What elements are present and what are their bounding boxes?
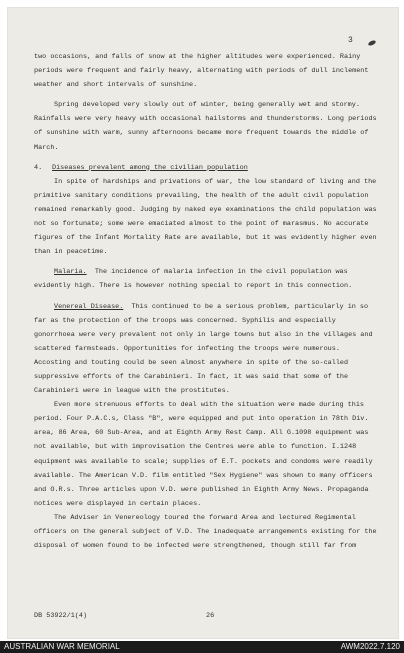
footer-reference: DB 53922/1(4): [34, 612, 88, 620]
paragraph-weather-end: two occasions, and falls of snow at the higher altitudes were experienced. Rainy periods were frequent and fairly heavy, alternating with periods of dull inclement weather and short intervals of sunshine.: [34, 53, 369, 90]
paragraph-venereal-disease: [34, 300, 379, 399]
paragraph-spring: Spring developed very slowly out of winter, being generally wet and stormy. Rainfalls were very heavy with occasional hailstorms and thunderstorms. Long periods of sunshine with warm, sunny afternoons became more frequent towards the middle of March.: [34, 101, 377, 152]
paragraph-adviser: The Adviser in Venereology toured the forward Area and lectured Regimental officers on the general subject of V.D. The inadequate arrangements existing for the disposal of women found to be infected were strengthened, though still far from: [34, 513, 377, 551]
document-page: [8, 8, 398, 638]
malaria-label: Malaria.: [54, 268, 87, 277]
vd-text: This continued to be a serious problem, particularly in so far as the protection of the troops was concerned. Syphilis and especially gonorrhoea were very prevalent not only in large towns but also in the villages and scattered farmsteads. Opportunities for infecting the troops were numerous. Accosting and touting could be seen almost anywhere in spite of the so-called suppressive efforts of the Carabinieri. In fact, it was said that some of the Carabinieri were in league with the prostitutes.: [34, 302, 373, 396]
section-number: 4.: [34, 163, 43, 172]
paragraph-health: In spite of hardships and privations of war, the low standard of living and the primitive sanitary conditions prevailing, the health of the adult civil population remained remarkably good. Judging by naked eye examinations the child population was not so fortunate; some were emaciated almost to the point of marasmus. No accurate figures of the Infant Mortality Rate are available, but it was evidently higher even than in peacetime.: [34, 177, 377, 257]
pin-mark-icon: [368, 39, 377, 46]
archive-name: AUSTRALIAN WAR MEMORIAL: [4, 642, 120, 651]
section-title: Diseases prevalent among the civilian population: [52, 163, 248, 172]
document-body: [34, 50, 379, 553]
corner-mark: 3: [348, 36, 353, 45]
paragraph-malaria: [34, 265, 379, 293]
vd-label: Venereal Disease.: [54, 302, 124, 311]
archive-id: AWM2022.7.120: [340, 642, 400, 651]
archive-bar: [0, 641, 404, 653]
paragraph-efforts: Even more strenuous efforts to deal with the situation were made during this period. Four P.A.C.s, Class "B", were equipped and put into operation in 78th Div. area, 86 Area, 60 Sub-Area, and at Eighth Army Rest Camp. All G.1098 equipment was not available, but with improvisation the Centres were able to function. I.1248 equipment was available to scale; supplies of E.T. pockets and condoms were readily available. The American V.D. film entitled "Sex Hygiene" was shown to many officers and O.R.s. Three articles upon V.D. were published in Eighth Army News. Propaganda notices were displayed in certain places.: [34, 401, 373, 508]
malaria-text: The incidence of malaria infection in the civil population was evidently high. There is however nothing special to report in this connection.: [34, 268, 353, 291]
page-number: 26: [206, 612, 215, 620]
section-heading: [34, 161, 379, 175]
